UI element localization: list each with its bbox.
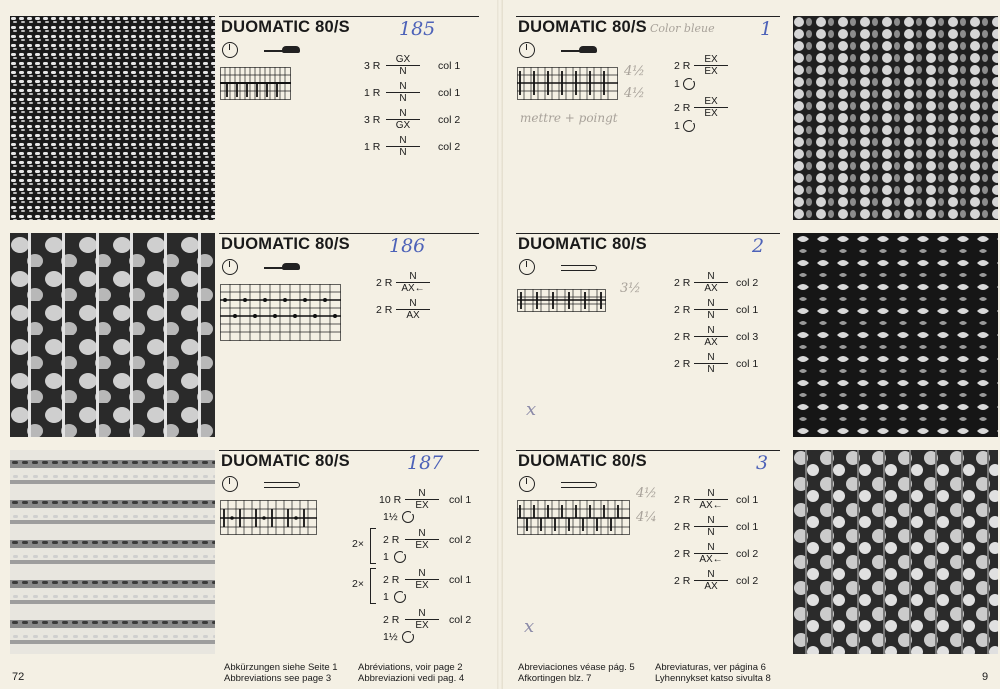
instruction-row xyxy=(364,108,479,132)
repeat-multiplier: 2× xyxy=(352,578,364,590)
row-count: 1 R xyxy=(364,87,381,99)
pass-count: 1½ xyxy=(383,511,398,523)
knit-texture-ribbed xyxy=(793,16,998,220)
color-label: col 1 xyxy=(449,494,472,506)
color-label: col 1 xyxy=(736,358,759,370)
fraction-top: N xyxy=(694,488,728,500)
handwritten-mark: x xyxy=(526,399,537,420)
pattern-title: DUOMATIC 80/S xyxy=(221,18,350,36)
section-rule xyxy=(219,16,479,17)
knit-texture-striped xyxy=(10,450,215,654)
tension-dial-icon xyxy=(222,259,238,275)
row-count: 2 R xyxy=(674,277,691,289)
color-label: col 2 xyxy=(736,575,759,587)
instruction-list xyxy=(674,54,754,154)
carriage-return-icon xyxy=(394,591,406,603)
page-gutter xyxy=(497,0,503,689)
row-count: 3 R xyxy=(364,60,381,72)
row-count: 2 R xyxy=(383,534,400,546)
carriage-pass-row xyxy=(379,588,479,606)
needle-diagram xyxy=(517,67,619,101)
needle-fraction xyxy=(694,488,728,511)
pattern-title: DUOMATIC 80/S xyxy=(518,18,647,36)
carriage-return-icon xyxy=(402,511,414,523)
fraction-bottom: AX← xyxy=(699,554,723,565)
needle-fraction xyxy=(694,515,728,538)
fraction-top: N xyxy=(694,271,728,283)
page-number-left: 72 xyxy=(12,671,25,683)
knit-texture-fine xyxy=(10,16,215,220)
fraction-top: N xyxy=(694,298,728,310)
handwritten-note: mettre + poingt xyxy=(520,111,618,125)
color-label: col 1 xyxy=(736,304,759,316)
section-rule xyxy=(219,233,479,234)
fraction-bottom: EX xyxy=(415,620,429,631)
fraction-top: N xyxy=(694,569,728,581)
carriage-pass-row xyxy=(674,75,754,93)
color-label: col 1 xyxy=(438,87,461,99)
row-count: 2 R xyxy=(383,574,400,586)
instruction-row xyxy=(674,569,774,593)
swatch-photo-3 xyxy=(793,450,998,654)
instruction-list xyxy=(376,271,476,331)
instruction-row xyxy=(674,298,774,322)
swatch-photo-187 xyxy=(10,450,215,654)
instruction-row xyxy=(674,352,774,376)
row-count: 1 R xyxy=(364,141,381,153)
fraction-bottom: AX← xyxy=(401,283,425,294)
fraction-top: N xyxy=(694,325,728,337)
instruction-row xyxy=(364,54,479,78)
footer-line: Abkürzungen siehe Seite 1 xyxy=(224,662,338,673)
instruction-row xyxy=(674,542,774,566)
footer-line: Abreviaturas, ver página 6 xyxy=(655,662,766,673)
row-count: 2 R xyxy=(674,548,691,560)
fraction-top: N xyxy=(405,568,439,580)
fraction-top: N xyxy=(694,542,728,554)
fraction-bottom: EX xyxy=(704,66,718,77)
swatch-photo-186 xyxy=(10,233,215,437)
fraction-top: N xyxy=(386,81,420,93)
tension-dial-icon xyxy=(519,42,535,58)
needle-fraction xyxy=(386,135,420,158)
pattern-185 xyxy=(219,16,479,220)
row-count: 2 R xyxy=(383,614,400,626)
fraction-top: N xyxy=(405,608,439,620)
carriage-pass-row xyxy=(379,508,479,526)
handwritten-fraction: 4½ xyxy=(636,486,657,501)
tension-dial-icon xyxy=(519,259,535,275)
row-count: 2 R xyxy=(674,102,691,114)
fraction-bottom: AX xyxy=(406,310,420,321)
section-rule xyxy=(516,16,780,17)
footer-line: Abbreviations see page 3 xyxy=(224,673,332,684)
needle-fraction xyxy=(396,271,430,294)
fraction-bottom: N xyxy=(399,66,407,77)
instruction-row xyxy=(674,271,774,295)
carriage-pass-row xyxy=(379,548,479,566)
knit-texture-tufted xyxy=(10,233,215,437)
footer-abbrev-left-a xyxy=(224,662,338,684)
handwritten-fraction: 4½ xyxy=(624,86,645,101)
needle-diagram xyxy=(220,67,292,101)
pattern-186 xyxy=(219,233,479,437)
pattern-2 xyxy=(516,233,780,437)
carriage-return-icon xyxy=(683,120,695,132)
row-count: 2 R xyxy=(674,358,691,370)
needle-fraction xyxy=(694,569,728,592)
fraction-bottom: N xyxy=(707,527,715,538)
needle-fraction xyxy=(694,96,728,119)
instruction-list xyxy=(379,488,479,653)
color-label: col 1 xyxy=(736,494,759,506)
lever-open-icon xyxy=(561,482,597,488)
fraction-top: N xyxy=(405,488,439,500)
swatch-photo-1 xyxy=(793,16,998,220)
knit-texture-bobble xyxy=(793,450,998,654)
footer-line: Afkortingen blz. 7 xyxy=(518,673,592,684)
fraction-top: EX xyxy=(694,54,728,66)
fraction-top: N xyxy=(386,135,420,147)
carriage-return-icon xyxy=(683,78,695,90)
page-number-right: 9 xyxy=(982,671,989,683)
handwritten-fraction: 3½ xyxy=(620,281,641,296)
handwritten-fraction: 4½ xyxy=(624,64,645,79)
fraction-bottom: EX xyxy=(704,108,718,119)
pass-count: 1 xyxy=(674,120,680,132)
needle-diagram xyxy=(220,500,318,536)
handwritten-number: 187 xyxy=(407,452,444,474)
machine-settings xyxy=(519,42,629,58)
handwritten-number: 1 xyxy=(760,18,773,40)
needle-fraction xyxy=(386,81,420,104)
footer-line: Lyhennykset katso sivulta 8 xyxy=(655,673,771,684)
swatch-photo-185 xyxy=(10,16,215,220)
machine-settings xyxy=(222,42,332,58)
row-count: 2 R xyxy=(674,521,691,533)
row-count: 2 R xyxy=(674,304,691,316)
row-count: 3 R xyxy=(364,114,381,126)
carriage-pass-row xyxy=(674,117,754,135)
needle-fraction xyxy=(694,54,728,77)
row-count: 2 R xyxy=(376,277,393,289)
machine-settings xyxy=(519,476,629,492)
color-label: col 1 xyxy=(736,521,759,533)
color-label: col 2 xyxy=(449,534,472,546)
fraction-bottom: EX xyxy=(415,500,429,511)
instruction-row xyxy=(674,488,774,512)
fraction-bottom: GX xyxy=(395,120,411,131)
fraction-bottom: AX← xyxy=(699,500,723,511)
handwritten-number: 186 xyxy=(389,235,426,257)
instruction-list xyxy=(674,488,774,598)
color-label: col 2 xyxy=(736,548,759,560)
pass-count: 1 xyxy=(674,78,680,90)
pattern-3 xyxy=(516,450,780,654)
repeat-multiplier: 2× xyxy=(352,538,364,550)
section-rule xyxy=(516,450,780,451)
color-label: col 2 xyxy=(736,277,759,289)
footer-abbrev-right-a xyxy=(518,662,635,684)
pattern-title: DUOMATIC 80/S xyxy=(221,235,350,253)
tension-dial-icon xyxy=(519,476,535,492)
instruction-row xyxy=(364,135,479,159)
color-label: col 2 xyxy=(438,114,461,126)
fraction-bottom: N xyxy=(399,93,407,104)
needle-fraction xyxy=(694,352,728,375)
pattern-title: DUOMATIC 80/S xyxy=(518,235,647,253)
carriage-return-icon xyxy=(394,551,406,563)
lever-knob-icon xyxy=(282,46,300,53)
fraction-bottom: N xyxy=(707,310,715,321)
handwritten-note: Color bleue xyxy=(650,22,715,35)
handwritten-number: 2 xyxy=(752,235,765,257)
fraction-bottom: AX xyxy=(704,581,718,592)
instruction-row xyxy=(376,298,476,322)
instruction-row xyxy=(674,325,774,349)
pass-count: 1 xyxy=(383,551,389,563)
needle-fraction xyxy=(386,108,420,131)
machine-settings xyxy=(222,476,332,492)
row-count: 2 R xyxy=(674,331,691,343)
repeat-bracket xyxy=(370,568,376,604)
row-count: 2 R xyxy=(674,494,691,506)
needle-fraction xyxy=(694,298,728,321)
needle-diagram xyxy=(517,289,607,313)
needle-fraction xyxy=(694,271,728,294)
fraction-bottom: AX xyxy=(704,283,718,294)
carriage-pass-row xyxy=(379,628,479,646)
footer-line: Abbreviazioni vedi pag. 4 xyxy=(358,673,465,684)
swatch-photo-2 xyxy=(793,233,998,437)
color-label: col 1 xyxy=(438,60,461,72)
knit-texture-dotted xyxy=(793,233,998,437)
fraction-top: EX xyxy=(694,96,728,108)
row-count: 2 R xyxy=(376,304,393,316)
handwritten-number: 185 xyxy=(399,18,436,40)
color-label: col 3 xyxy=(736,331,759,343)
pass-count: 1 xyxy=(383,591,389,603)
needle-fraction xyxy=(694,325,728,348)
pattern-title: DUOMATIC 80/S xyxy=(221,452,350,470)
footer-line: Abreviaciones véase pág. 5 xyxy=(518,662,635,673)
handwritten-number: 3 xyxy=(756,452,769,474)
instruction-list xyxy=(364,54,479,164)
needle-fraction xyxy=(386,54,420,77)
repeat-bracket xyxy=(370,528,376,564)
section-rule xyxy=(219,450,479,451)
machine-settings xyxy=(519,259,629,275)
instruction-list xyxy=(674,271,774,381)
footer-line: Abréviations, voir page 2 xyxy=(358,662,463,673)
color-label: col 1 xyxy=(449,574,472,586)
color-label: col 2 xyxy=(438,141,461,153)
fraction-top: N xyxy=(694,352,728,364)
footer-abbrev-right-b xyxy=(655,662,771,684)
fraction-bottom: N xyxy=(707,364,715,375)
section-rule xyxy=(516,233,780,234)
fraction-top: GX xyxy=(386,54,420,66)
needle-diagram xyxy=(517,500,631,536)
needle-diagram xyxy=(220,284,342,342)
fraction-top: N xyxy=(386,108,420,120)
fraction-top: N xyxy=(405,528,439,540)
row-count: 10 R xyxy=(379,494,402,506)
row-count: 2 R xyxy=(674,60,691,72)
fraction-bottom: AX xyxy=(704,337,718,348)
color-label: col 2 xyxy=(449,614,472,626)
fraction-bottom: EX xyxy=(415,540,429,551)
pattern-title: DUOMATIC 80/S xyxy=(518,452,647,470)
tension-dial-icon xyxy=(222,476,238,492)
needle-fraction xyxy=(396,298,430,321)
fraction-top: N xyxy=(396,271,430,283)
instruction-row xyxy=(364,81,479,105)
lever-knob-icon xyxy=(579,46,597,53)
lever-knob-icon xyxy=(282,263,300,270)
pass-count: 1½ xyxy=(383,631,398,643)
lever-open-icon xyxy=(561,265,597,271)
machine-settings xyxy=(222,259,332,275)
handwritten-fraction: 4¼ xyxy=(636,510,657,525)
fraction-bottom: EX xyxy=(415,580,429,591)
handwritten-mark: x xyxy=(524,616,535,637)
instruction-row xyxy=(376,271,476,295)
carriage-return-icon xyxy=(402,631,414,643)
tension-dial-icon xyxy=(222,42,238,58)
footer-abbrev-left-b xyxy=(358,662,464,684)
needle-fraction xyxy=(694,542,728,565)
pattern-1 xyxy=(516,16,780,220)
lever-open-icon xyxy=(264,482,300,488)
row-count: 2 R xyxy=(674,575,691,587)
pattern-187 xyxy=(219,450,479,655)
fraction-bottom: N xyxy=(399,147,407,158)
instruction-row xyxy=(674,515,774,539)
fraction-top: N xyxy=(396,298,430,310)
fraction-top: N xyxy=(694,515,728,527)
